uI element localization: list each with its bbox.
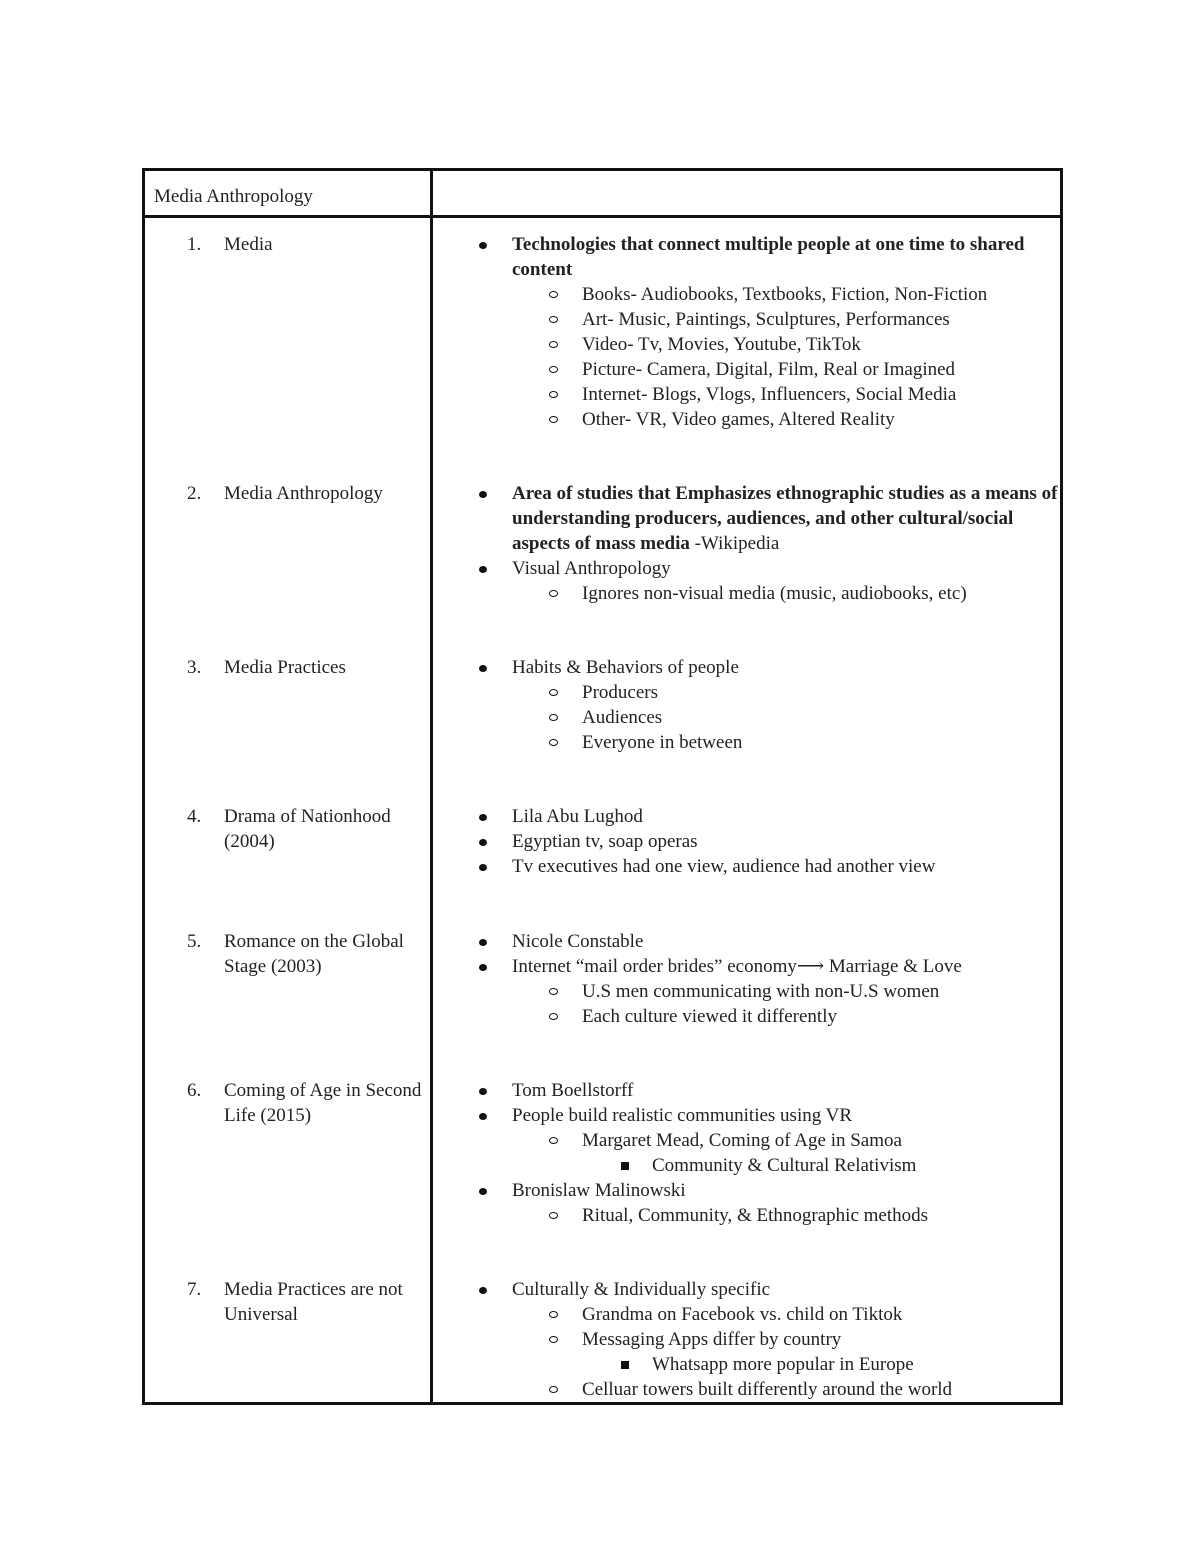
section-notes [433,804,1060,929]
bullet-text: Picture- Camera, Digital, Film, Real or Imagined [582,359,956,380]
section-notes [433,232,1060,481]
bullet-level-2 [433,1203,1060,1228]
bullet-text: Egyptian tv, soap operas [512,831,698,852]
bullet-level-1 [433,829,1060,854]
section-term-label: Coming of Age in Second Life (2015) [224,1080,422,1126]
bullet-text: -Wikipedia [689,533,780,554]
section-notes [433,481,1060,655]
bullet-level-1 [433,481,1060,556]
bullet-text: Messaging Apps differ by country [582,1329,842,1350]
bullet-text: Nicole Constable [512,931,644,952]
bullet-text: Art- Music, Paintings, Sculptures, Performances [582,309,950,330]
bullet-level-1 [433,1103,1060,1128]
bullet-level-2 [433,1128,1060,1153]
bullet-text: Each culture viewed it differently [582,1006,837,1027]
bullet-text: Audiences [582,707,663,728]
bullet-text: Habits & Behaviors of people [512,657,739,678]
section-number: 6. [187,1080,202,1101]
bullet-level-2 [433,705,1060,730]
bullet-text: Visual Anthropology [512,558,671,579]
section-term-label: Romance on the Global Stage (2003) [224,931,404,977]
bullet-level-2 [433,680,1060,705]
section-term [145,481,430,655]
section-number: 4. [187,806,202,827]
bullet-level-3 [433,1153,1060,1178]
bullet-text: Tom Boellstorff [512,1080,634,1101]
bullet-level-2 [433,382,1060,407]
section-term-label: Media Anthropology [224,483,383,504]
section-number: 3. [187,657,202,678]
header-cell-right [432,170,1062,217]
section-notes [433,929,1060,1078]
bullet-level-1 [433,1178,1060,1203]
section-number: 7. [187,1279,202,1300]
bullet-level-2 [433,357,1060,382]
bullet-text: Other- VR, Video games, Altered Reality [582,409,895,430]
section-term [145,1277,430,1327]
bullet-text: Ignores non-visual media (music, audiobooks, etc) [582,583,967,604]
bullet-level-1 [433,929,1060,954]
bullet-level-1 [433,655,1060,680]
section-number: 2. [187,483,202,504]
section-term [145,655,430,804]
bullet-text: Whatsapp more popular in Europe [652,1354,914,1375]
bullet-level-1 [433,556,1060,581]
section-notes [433,655,1060,804]
bullet-level-2 [433,407,1060,432]
bullet-level-2 [433,282,1060,307]
bullet-level-1 [433,1277,1060,1302]
bullet-text: Producers [582,682,658,703]
table-title: Media Anthropology [154,186,313,207]
table-body-row [144,217,1062,1404]
bullet-text: Lila Abu Lughod [512,806,643,827]
bullet-text: Grandma on Facebook vs. child on Tiktok [582,1304,903,1325]
bullet-level-1 [433,232,1060,282]
bullet-text: Community & Cultural Relativism [652,1155,917,1176]
bullet-level-2 [433,1377,1060,1402]
bullet-text: People build realistic communities using VR [512,1105,853,1126]
header-cell-left [144,170,432,217]
bullet-bold-text: Area of studies that Emphasizes ethnographic studies as a means of understanding producers, audiences, and other cultural/social aspects of mass media [512,483,1058,554]
section-number: 5. [187,931,202,952]
bullet-level-2 [433,1302,1060,1327]
bullet-text: Everyone in between [582,732,743,753]
section-term [145,929,430,1078]
bullet-level-2 [433,1327,1060,1352]
bullet-text: Ritual, Community, & Ethnographic methods [582,1205,929,1226]
terms-column [144,217,432,1404]
bullet-level-1 [433,804,1060,829]
section-term [145,804,430,929]
bullet-level-2 [433,581,1060,606]
bullet-text: Margaret Mead, Coming of Age in Samoa [582,1130,902,1151]
bullet-level-1 [433,1078,1060,1103]
bullet-level-3 [433,1352,1060,1377]
section-term [145,1078,430,1277]
section-notes [433,1277,1060,1402]
notes-table [142,168,1063,1405]
bullet-text: Video- Tv, Movies, Youtube, TikTok [582,334,861,355]
bullet-text: Books- Audiobooks, Textbooks, Fiction, Non-Fiction [582,284,988,305]
bullet-text: Internet- Blogs, Vlogs, Influencers, Social Media [582,384,957,405]
bullet-level-2 [433,979,1060,1004]
bullet-text: Bronislaw Malinowski [512,1180,686,1201]
bullet-level-2 [433,307,1060,332]
bullet-level-2 [433,1004,1060,1029]
section-number: 1. [187,234,202,255]
bullet-level-2 [433,332,1060,357]
section-notes [433,1078,1060,1277]
bullet-level-1 [433,954,1060,979]
bullet-text: Culturally & Individually specific [512,1279,771,1300]
section-term-label: Drama of Nationhood (2004) [224,806,391,852]
section-term [145,232,430,481]
section-term-label: Media Practices [224,657,346,678]
table-header-row [144,170,1062,217]
bullet-level-1 [433,854,1060,879]
section-term-label: Media [224,234,273,255]
section-term-label: Media Practices are not Universal [224,1279,403,1325]
bullet-level-2 [433,730,1060,755]
bullet-text: Celluar towers built differently around the world [582,1379,953,1400]
bullet-text: U.S men communicating with non-U.S women [582,981,940,1002]
bullet-text: Tv executives had one view, audience had another view [512,856,936,877]
bullet-text: Internet “mail order brides” economy⟶ Marriage & Love [512,956,962,977]
notes-column [432,217,1062,1404]
bullet-bold-text: Technologies that connect multiple people at one time to shared content [512,234,1025,280]
